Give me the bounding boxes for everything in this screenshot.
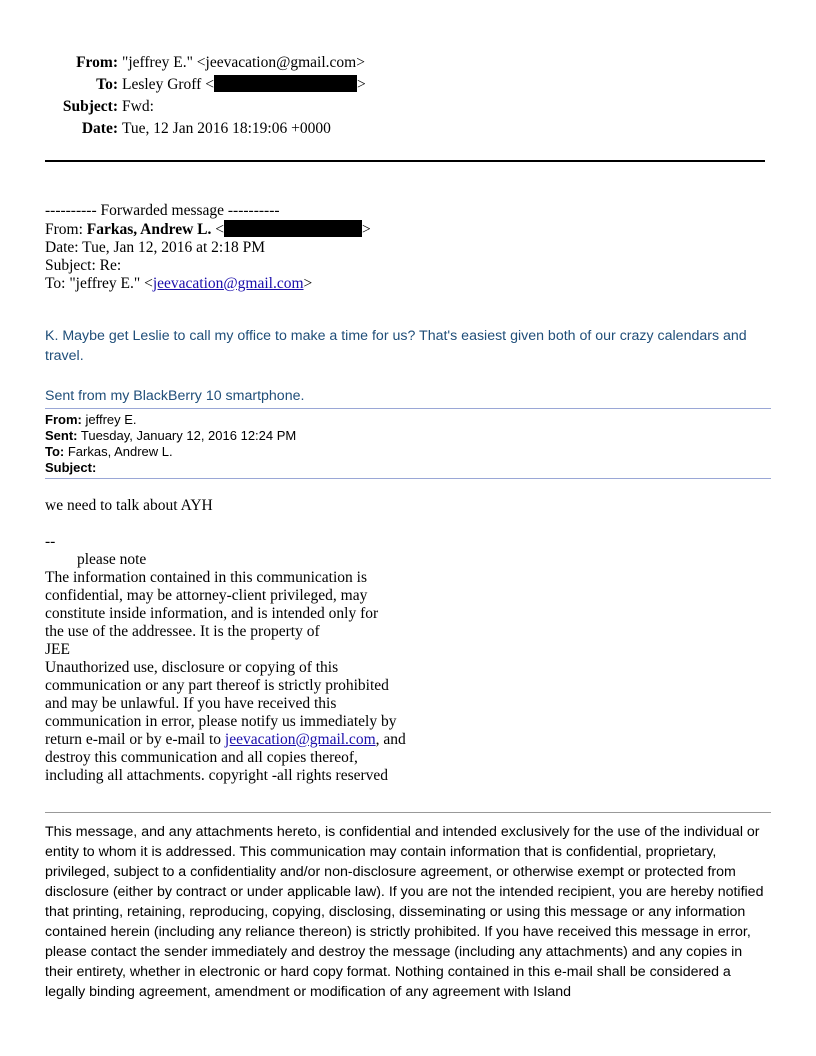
orig-to-label: To: [45, 444, 65, 459]
notice-return-line [45, 731, 406, 749]
forwarded-message-header [45, 202, 371, 293]
orig-from-label: From: [45, 412, 82, 427]
fwd-to-email-link[interactable]: jeevacation@gmail.com [152, 275, 304, 292]
notice-line: JEE [45, 641, 70, 658]
original-header-divider [45, 478, 771, 479]
notice-line: including all attachments. copyright -all rights reserved [45, 767, 389, 784]
return-prefix: return e-mail or by e-mail to [45, 731, 225, 748]
orig-sent-row [45, 428, 296, 444]
fwd-from-gt: > [362, 221, 371, 238]
notice-line: confidential, may be attorney-client privileged, may [45, 587, 368, 604]
please-note: please note [77, 551, 147, 568]
redaction-box [224, 220, 362, 237]
fwd-from-lt: < [211, 221, 224, 238]
confidentiality-notice [45, 569, 406, 785]
outer-subject-value: Fwd: [122, 98, 154, 115]
redaction-box [214, 75, 357, 92]
fwd-to-suffix: > [303, 275, 313, 292]
header-divider [45, 160, 765, 162]
disclaimer-divider [45, 812, 771, 813]
fwd-from-prefix: From: [45, 221, 87, 238]
signature-dash: -- [45, 533, 56, 550]
orig-to-value: Farkas, Andrew L. [64, 444, 173, 459]
outer-to-suffix: > [356, 76, 366, 93]
reply-signature: Sent from my BlackBerry 10 smartphone. [45, 388, 305, 404]
notice-line: constitute inside information, and is intended only for [45, 605, 379, 622]
outer-date-row [8, 118, 366, 140]
reply-divider [45, 408, 771, 409]
fwd-to-prefix: To: "jeffrey E." < [45, 275, 153, 292]
outer-subject-label: Subject: [62, 98, 118, 115]
outer-from-value: "jeffrey E." <jeevacation@gmail.com> [122, 54, 365, 71]
fwd-from-name: Farkas, Andrew L. [86, 221, 212, 238]
notice-line: The information contained in this communication is [45, 569, 367, 586]
fwd-subject-line: Subject: Re: [45, 257, 122, 274]
forward-separator: ---------- Forwarded message ---------- [45, 202, 280, 219]
outer-to-row [8, 74, 366, 96]
return-suffix: , and [375, 731, 406, 748]
orig-subject-row [45, 460, 296, 476]
orig-sent-value: Tuesday, January 12, 2016 12:24 PM [77, 428, 297, 443]
reply-body: K. Maybe get Leslie to call my office to make a time for us? That's easiest given both of our crazy calendars and travel. [45, 328, 747, 364]
notice-line: communication or any part thereof is strictly prohibited [45, 677, 389, 694]
original-message-header [45, 412, 296, 476]
fwd-from-line [45, 220, 371, 239]
notice-line: Unauthorized use, disclosure or copying of this [45, 659, 339, 676]
outer-subject-row [8, 96, 366, 118]
fwd-to-line [45, 275, 371, 293]
fwd-date-line: Date: Tue, Jan 12, 2016 at 2:18 PM [45, 239, 266, 256]
outer-email-header [8, 52, 366, 140]
notice-line: communication in error, please notify us immediately by [45, 713, 397, 730]
outer-from-label: From: [76, 54, 118, 71]
outer-to-prefix: Lesley Groff < [122, 76, 214, 93]
orig-subject-label: Subject: [45, 460, 97, 475]
outer-to-label: To: [96, 76, 118, 93]
outer-date-label: Date: [81, 120, 118, 137]
notice-line: and may be unlawful. If you have received this [45, 695, 337, 712]
orig-sent-label: Sent: [45, 428, 78, 443]
return-email-link[interactable]: jeevacation@gmail.com [224, 731, 376, 748]
orig-from-value: jeffrey E. [81, 412, 137, 427]
notice-line: the use of the addressee. It is the property of [45, 623, 320, 640]
original-body-text: we need to talk about AYH [45, 497, 213, 514]
legal-disclaimer: This message, and any attachments hereto, is confidential and intended exclusively for the use of the individual or entity to whom it is addressed. This communication may contain information that is confidential, proprietary, privileged, subject to a confidentiality and/or non-disclosure agreement, or otherwise exempt or protected from disclosure (either by contract or under applicable law). If you are not the intended recipient, you are hereby notified that printing, retaining, reproducing, copying, disclosing, disseminating or using this message or any information contained herein (including any reliance thereon) is strictly prohibited. If you have received this message in error, please contact the sender immediately and destroy the message (including any attachments) and any copies in their entirety, whether in electronic or hard copy format. Nothing contained in this e-mail shall be considered a legally binding agreement, amendment or modification of any agreement with Island [45, 824, 764, 1000]
outer-from-row [8, 52, 366, 74]
orig-to-row [45, 444, 296, 460]
orig-from-row [45, 412, 296, 428]
notice-line: destroy this communication and all copies thereof, [45, 749, 358, 766]
outer-date-value: Tue, 12 Jan 2016 18:19:06 +0000 [122, 120, 331, 137]
